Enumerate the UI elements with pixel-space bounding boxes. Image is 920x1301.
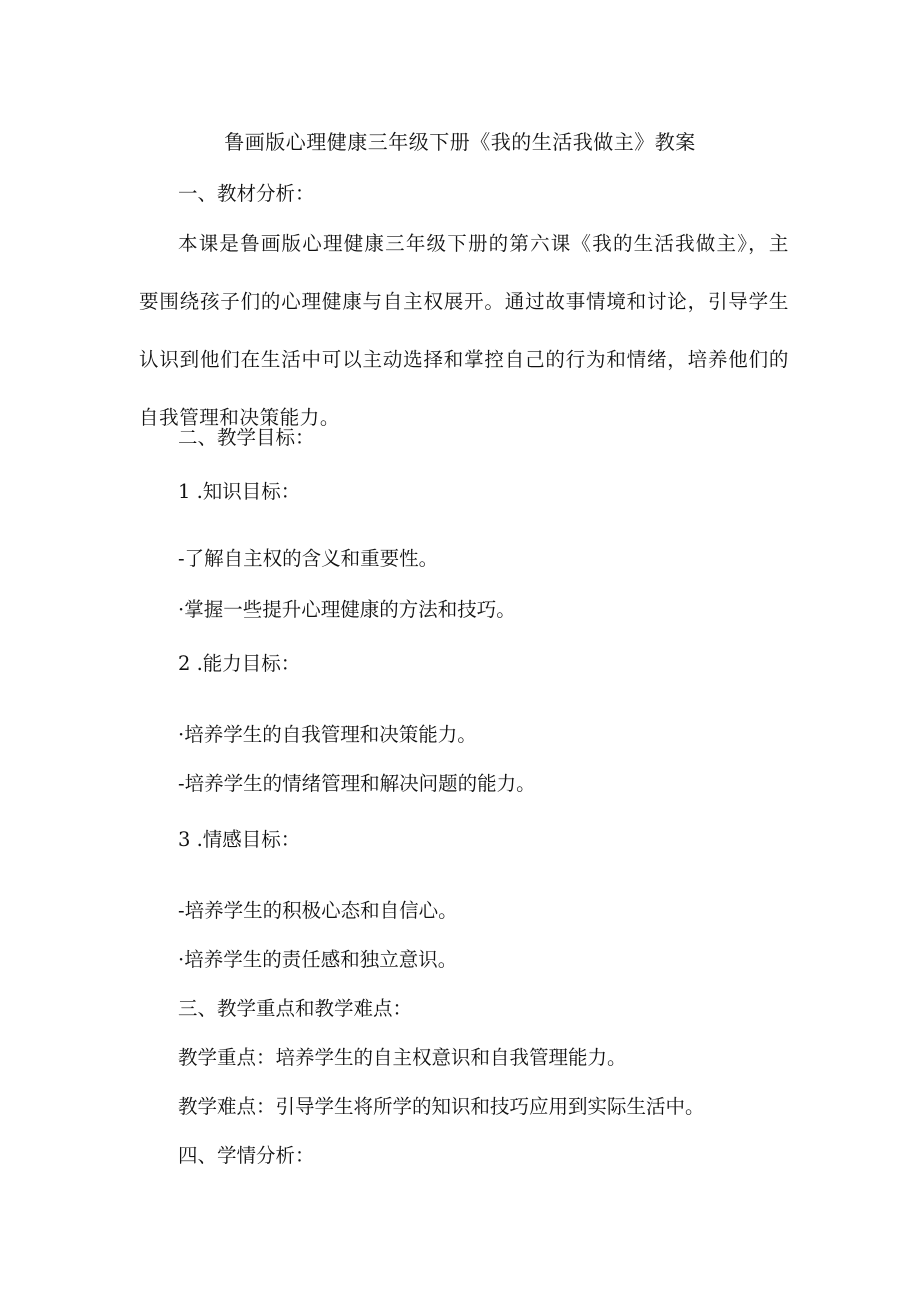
knowledge-goal-item: ·掌握一些提升心理健康的方法和技巧。: [178, 598, 516, 621]
knowledge-goal-heading: 1 .知识目标：: [178, 480, 301, 503]
document-title: 鲁画版心理健康三年级下册《我的生活我做主》教案: [224, 130, 696, 154]
materials-paragraph: 本课是鲁画版心理健康三年级下册的第六课《我的生活我做主》，主要围绕孩子们的心理健康与自主权展开。通过故事情境和讨论，引导学生认识到他们在生活中可以主动选择和掌控自己的行为和情绪，培养他们的自我管理和决策能力。: [139, 232, 789, 429]
emotion-goal-item: -培养学生的积极心态和自信心。: [178, 899, 458, 922]
section-heading-objectives: 二、教学目标：: [178, 426, 315, 449]
emotion-goal-item: ·培养学生的责任感和独立意识。: [178, 948, 458, 971]
section-heading-materials: 一、教材分析：: [178, 182, 315, 205]
ability-goal-heading: 2 .能力目标：: [178, 652, 301, 675]
ability-goal-item: -培养学生的情绪管理和解决问题的能力。: [178, 772, 536, 795]
knowledge-goal-item: -了解自主权的含义和重要性。: [178, 547, 439, 570]
difficult-point-text: 教学难点：引导学生将所学的知识和技巧应用到实际生活中。: [178, 1095, 705, 1118]
emotion-goal-heading: 3 .情感目标：: [178, 828, 301, 851]
key-point-text: 教学重点：培养学生的自主权意识和自我管理能力。: [178, 1046, 627, 1069]
ability-goal-item: ·培养学生的自我管理和决策能力。: [178, 723, 477, 746]
section-heading-key-points: 三、教学重点和教学难点：: [178, 997, 413, 1020]
section-heading-learner-analysis: 四、学情分析：: [178, 1144, 315, 1167]
